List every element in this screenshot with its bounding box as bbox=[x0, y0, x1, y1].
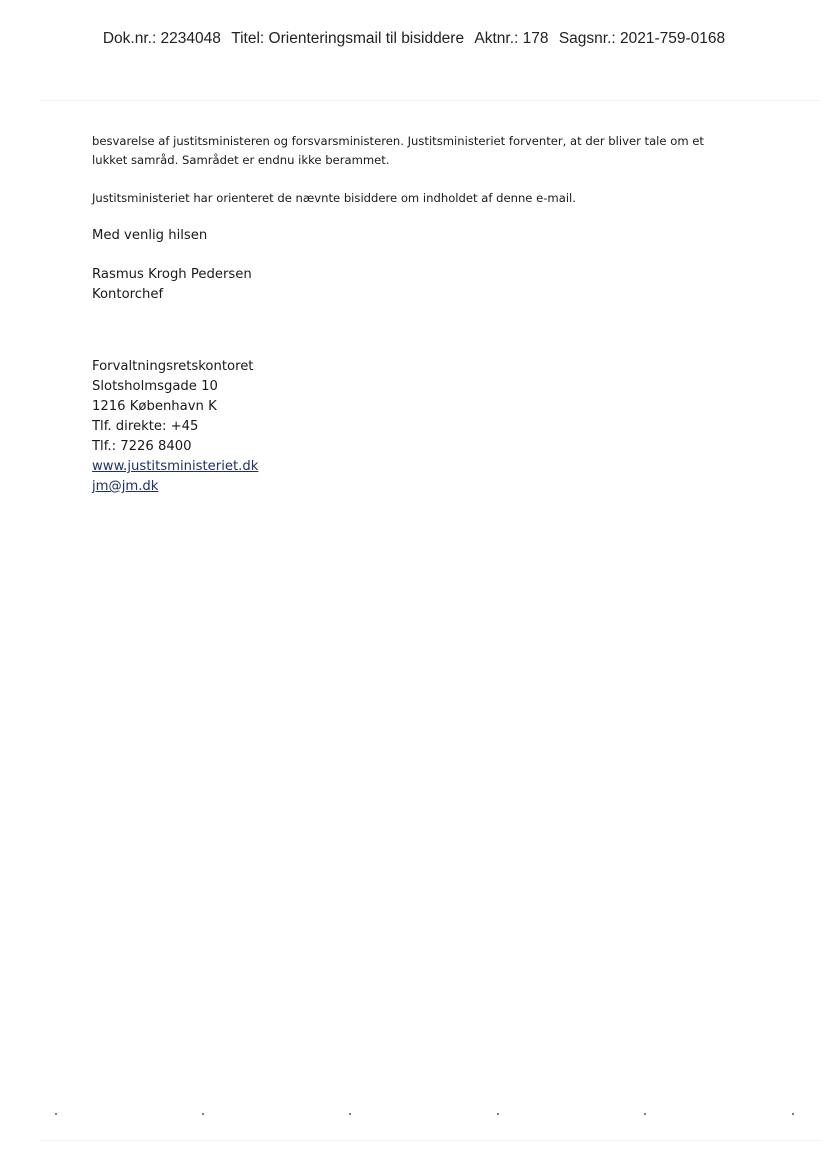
contact-office: Forvaltningsretskontoret bbox=[92, 359, 254, 374]
scan-artifact-line bbox=[40, 1140, 820, 1141]
email-link[interactable]: jm@jm.dk bbox=[92, 479, 159, 494]
scan-dot bbox=[497, 1113, 499, 1115]
contact-city: 1216 København K bbox=[92, 399, 217, 414]
document-title: Titel: Orienteringsmail til bisiddere bbox=[231, 30, 465, 47]
act-number: Aktnr.: 178 bbox=[474, 30, 549, 47]
scan-dot bbox=[792, 1113, 794, 1115]
footer-scan-dots bbox=[0, 1113, 828, 1117]
website-link[interactable]: www.justitsministeriet.dk bbox=[92, 459, 259, 474]
signature-title: Kontorchef bbox=[92, 287, 164, 302]
case-number: Sagsnr.: 2021-759-0168 bbox=[558, 30, 726, 47]
scan-artifact-line bbox=[40, 100, 820, 101]
greeting: Med venlig hilsen bbox=[92, 228, 208, 243]
scan-dot bbox=[55, 1113, 57, 1115]
scan-dot bbox=[349, 1113, 351, 1115]
paragraph-2: Justitsministeriet har orienteret de nævnte bisiddere om indholdet af denne e-mail. bbox=[92, 191, 576, 205]
scan-dot bbox=[644, 1113, 646, 1115]
contact-phone-direct: Tlf. direkte: +45 bbox=[92, 419, 199, 434]
letter-body bbox=[92, 132, 752, 497]
contact-street: Slotsholmsgade 10 bbox=[92, 379, 218, 394]
paragraph-1-line-2: lukket samråd. Samrådet er endnu ikke berammet. bbox=[92, 153, 390, 167]
contact-phone: Tlf.: 7226 8400 bbox=[92, 439, 192, 454]
scan-dot bbox=[202, 1113, 204, 1115]
document-header bbox=[0, 30, 828, 48]
paragraph-1-line-1: besvarelse af justitsministeren og forsvarsministeren. Justitsministeriet forventer, at der bliver tale om et bbox=[92, 134, 704, 148]
document-number: Dok.nr.: 2234048 bbox=[102, 30, 221, 47]
signature-name: Rasmus Krogh Pedersen bbox=[92, 267, 252, 282]
